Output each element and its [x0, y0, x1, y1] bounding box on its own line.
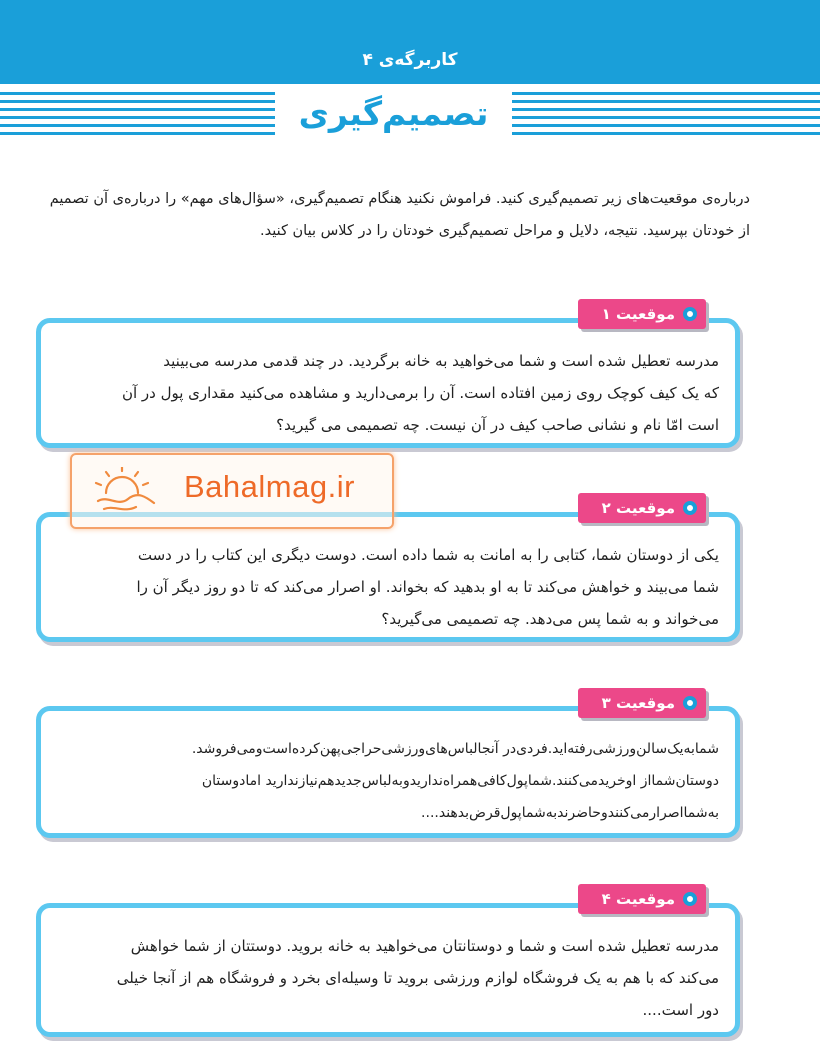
circle-bullet-icon: [683, 696, 697, 710]
situation-tag-4: [578, 884, 706, 914]
intro-line: از خودتان بپرسید. نتیجه، دلایل و مراحل تصمیم‌گیری خودتان را در کلاس بیان کنید.: [260, 223, 750, 239]
situation-4-line: مدرسه تعطیل شده است و شما و دوستانتان می‌خواهید به خانه بروید. دوستتان از شما خواهش: [130, 937, 719, 955]
situation-card-3: [36, 706, 740, 838]
situation-1-line: است امّا نام و نشانی صاحب کیف در آن نیست. چه تصمیمی می گیرید؟: [276, 416, 719, 434]
situation-tag-label: موقعیت ۱: [601, 305, 675, 323]
situation-3-line: شمابه‌یک‌سالن‌ورزشی‌رفته‌اید.فردی‌در آنجالباس‌های‌ورزشی‌حراجی‌پهن‌کرده‌است‌ومی‌فروشد.: [191, 741, 719, 757]
situation-tag-label: موقعیت ۲: [601, 499, 675, 517]
situation-4-line: دور است....: [642, 1001, 719, 1019]
situation-card-2: [36, 512, 740, 642]
situation-tag-2: [578, 493, 706, 523]
intro-paragraph: [30, 183, 750, 247]
situation-card-1: [36, 318, 740, 448]
circle-bullet-icon: [683, 892, 697, 906]
watermark-text: Bahalmag.ir: [184, 469, 355, 504]
situation-2-line: یکی از دوستان شما، کتابی را به امانت به شما داده است. دوست دیگری این کتاب را در دست: [137, 546, 719, 564]
situation-3-line: به‌شما‌اصرار‌می‌کنند‌و‌حاضرند‌به‌شما‌پول‌قرض‌بدهند....: [421, 805, 719, 821]
sun-logo-icon: [92, 467, 160, 519]
decorative-stripes-right: [512, 92, 820, 140]
situation-4-line: می‌کند که با هم به یک فروشگاه لوازم ورزشی بروید تا وسیله‌ای بخرد و فروشگاه هم از آنجا خیلی: [116, 969, 719, 987]
watermark: [70, 453, 394, 529]
situation-tag-label: موقعیت ۳: [601, 694, 675, 712]
worksheet-label: کاربرگه‌ی ۴: [362, 50, 458, 70]
situation-tag-label: موقعیت ۴: [601, 890, 675, 908]
page-title: تصمیم‌گیری: [298, 94, 489, 133]
intro-line: درباره‌ی موقعیت‌های زیر تصمیم‌گیری کنید. فراموش نکنید هنگام تصمیم‌گیری، «سؤال‌های مهم» را درباره‌ی آن تصمیم: [49, 191, 750, 207]
situation-3-line: دوستان‌شما‌از او‌خرید‌می‌کنند.شما‌پول‌کافی‌همراه‌ندارید‌و‌به‌لباس‌جدید‌هم‌نیاز‌ندارید امادوستان: [201, 773, 719, 789]
situation-1-line: که یک کیف کوچک روی زمین افتاده است. آن را برمی‌دارید و مشاهده می‌کنید مقداری پول در آن: [121, 384, 719, 402]
circle-bullet-icon: [683, 501, 697, 515]
situation-1-line: مدرسه تعطیل شده است و شما می‌خواهید به خانه برگردید. در چند قدمی مدرسه می‌بینید: [163, 352, 719, 370]
situation-tag-3: [578, 688, 706, 718]
situation-tag-1: [578, 299, 706, 329]
situation-card-4: [36, 903, 740, 1037]
decorative-stripes-left: [0, 92, 275, 140]
circle-bullet-icon: [683, 307, 697, 321]
situation-2-line: می‌خواند و به شما پس می‌دهد. چه تصمیمی می‌گیرید؟: [381, 610, 719, 628]
header-bar: [0, 0, 820, 84]
situation-2-line: شما می‌بیند و خواهش می‌کند تا به او بدهید که بخواند. او اصرار می‌کند که تا دو روز دیگر آن را: [136, 578, 719, 596]
